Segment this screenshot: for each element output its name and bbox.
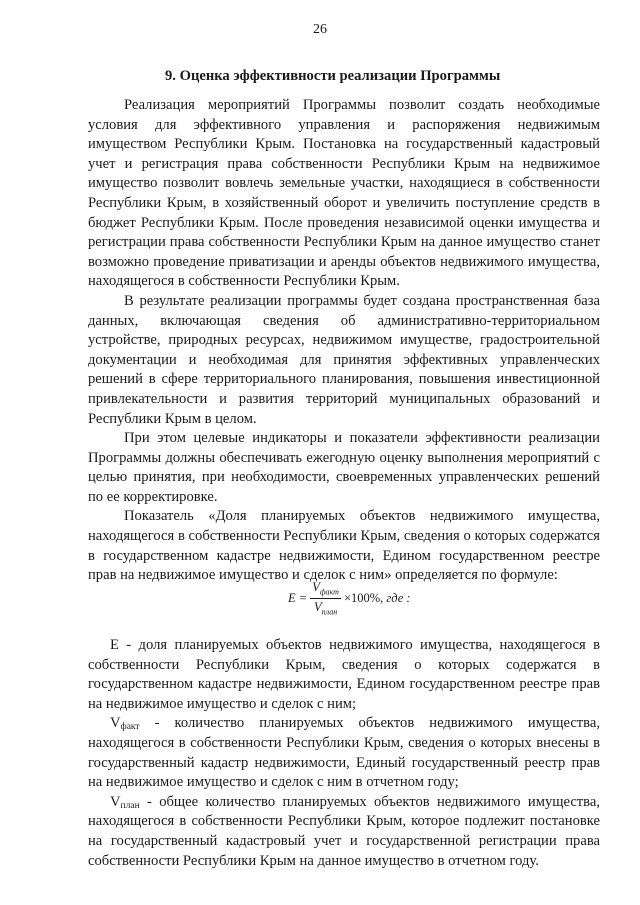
formula-denominator-sub: план: [321, 607, 338, 616]
formula-denominator: [312, 599, 339, 617]
definition-symbol: V: [110, 793, 121, 810]
formula-multiplier: ×100%,: [343, 590, 384, 605]
definition-subscript: план: [120, 800, 140, 811]
definition-symbol: V: [110, 715, 121, 732]
definition-e: [88, 636, 600, 714]
formula-numerator-var: V: [312, 580, 320, 594]
formula-tail: где :: [386, 590, 411, 605]
paragraph-target-indicators: При этом целевые индикаторы и показатели эффективности реализации Программы должны обеспечивать ежегодную оценку выполнения мероприятий с целью принятия, при необходимости, своевременных управленческих решений по ее корректировке.: [88, 430, 600, 505]
definition-symbol: Е: [110, 637, 119, 653]
definition-text: - доля планируемых объектов недвижимого имущества, находящегося в собственности Республики Крым, сведения о которых содержатся в государственном кадастре недвижимости, Едином государственном реестре прав на недвижимое имущество и сделок с ним;: [88, 637, 600, 712]
paragraph-spatial-database: В результате реализации программы будет создана пространственная база данных, включающая сведения об административно-территориальном устройстве, природных ресурсах, недвижимом имуществе, градостроительной документации и необходимая для принятия эффективных управленческих решений в сфере территориального планирования, повышения инвестиционной привлекательности и развития территорий муниципальных образований и Республики Крым в целом.: [88, 292, 600, 427]
section-title: 9. Оценка эффективности реализации Программы: [165, 68, 501, 84]
paragraph-indicator-definition: Показатель «Доля планируемых объектов недвижимого имущества, находящегося в собственности Республики Крым, сведения о которых содержатся в государственном кадастре недвижимости, Едином государственном реестре прав на недвижимое имущество и сделок с ним» определяется по формуле:: [88, 508, 600, 584]
definition-text: - количество планируемых объектов недвижимого имущества, находящегося в собственности Республики Крым, сведения о которых внесены в государственный кадастр недвижимости, Единый государственный реестр прав на недвижимое имущество и сделок с ним в отчетном году;: [88, 715, 600, 791]
formula-denominator-var: V: [313, 599, 322, 614]
definition-text: - общее количество планируемых объектов недвижимого имущества, находящегося в собственности Республики Крым, которое подлежит постановке на государственный кадастровый учет и государственной регистрации права собственности Республики Крым на данное имущество в отчетном году.: [88, 793, 600, 869]
formula-lhs: E =: [288, 590, 308, 605]
efficiency-formula: [288, 580, 411, 616]
definitions: [88, 636, 600, 871]
formula-numerator-sub: факт: [319, 587, 339, 597]
paragraph-implementation: Реализация мероприятий Программы позволит создать необходимые условия для эффективного управления и распоряжения недвижимым имуществом Республики Крым. Постановка на государственный кадастровый учет и регистрация права собственности Республики Крым на недвижимое имущество позволит вовлечь земельные участки, находящиеся в собственности Республики Крым, в хозяйственный оборот и увеличить поступление средств в бюджет Республики Крым. После проведения независимой оценки имущества и регистрации права собственности Республики Крым на данное имущество станет возможно проведение приватизации и аренды объектов недвижимого имущества, находящегося в собственности Республики Крым.: [88, 97, 600, 290]
body-text: [88, 96, 600, 586]
formula-numerator: [310, 580, 341, 599]
definition-v-plan: [88, 793, 600, 871]
page-number: 26: [313, 22, 327, 37]
definition-subscript: факт: [120, 722, 140, 733]
formula-fraction: [310, 580, 341, 616]
definition-v-fact: [88, 714, 600, 792]
